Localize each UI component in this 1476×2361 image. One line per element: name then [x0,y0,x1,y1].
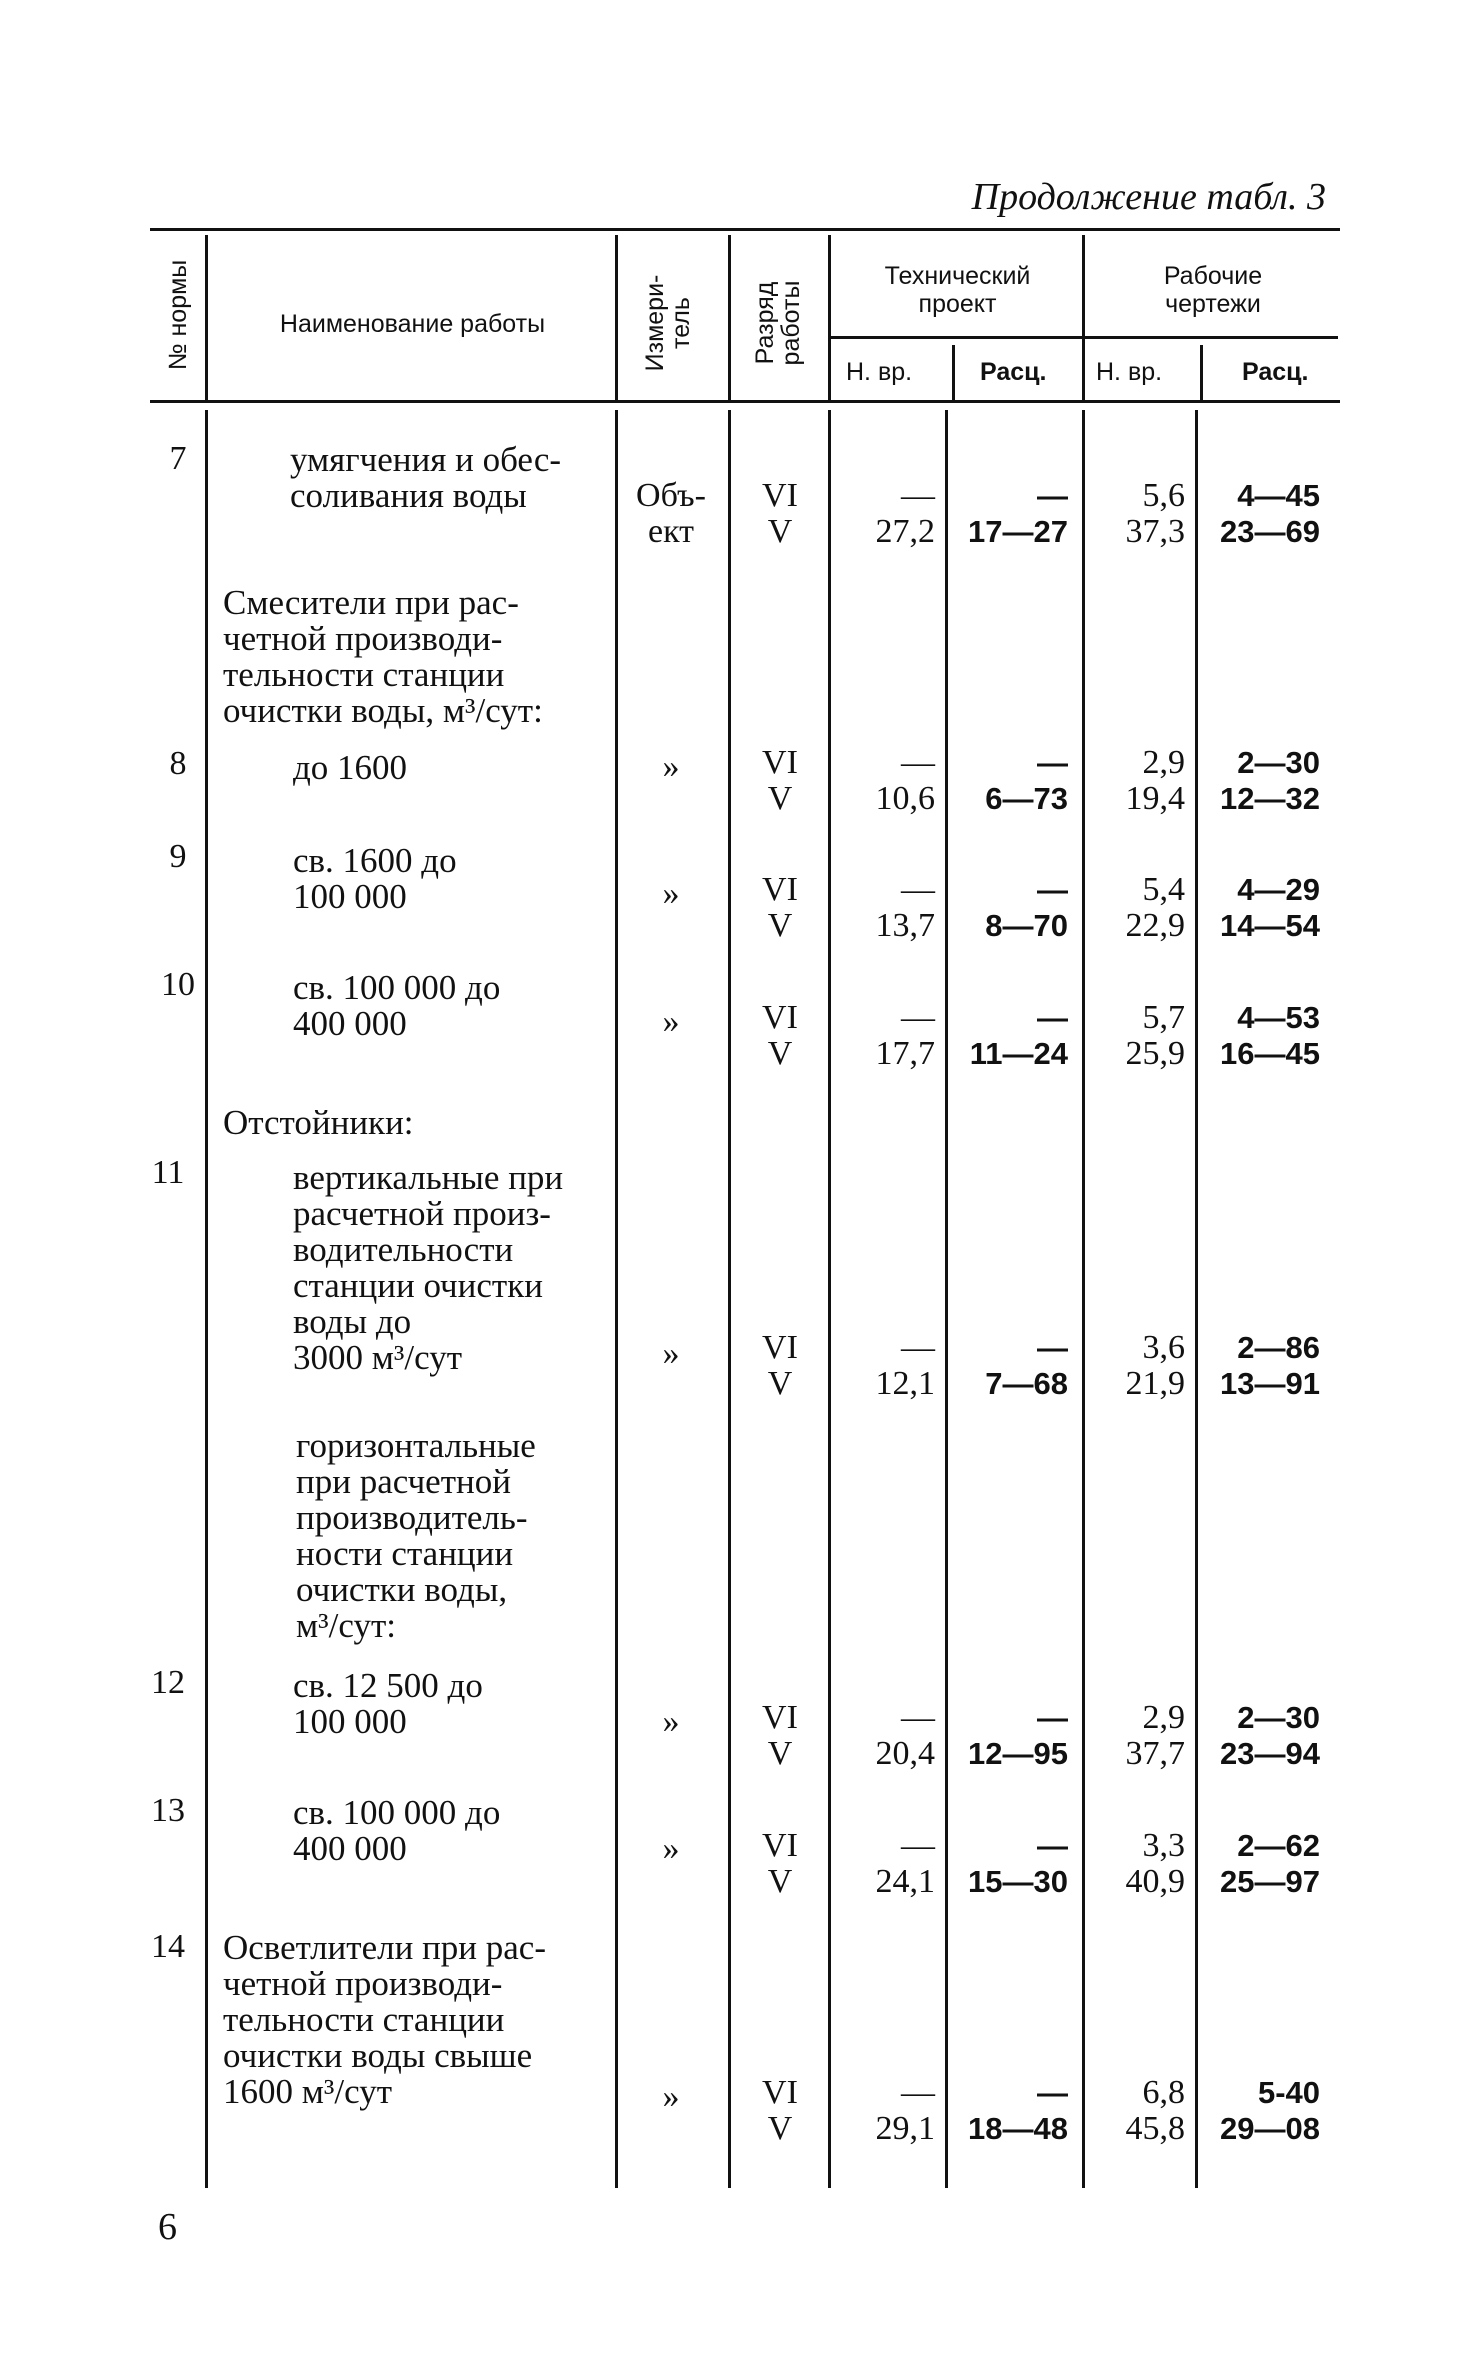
work-time-cell: 6,8 45,8 [1125,2074,1185,2147]
tech-time-cell: — 13,7 [875,871,935,944]
header-working-drawings: Рабочие чертежи [1163,262,1263,318]
tech-rate-cell: — 11—24 [969,1000,1068,1071]
unit-cell: » [662,2078,680,2115]
unit-cell: » [662,875,680,912]
work-name: до 1600 [293,748,408,787]
tech-rate-cell: — 7—68 [985,1330,1068,1401]
grade-cell: VI V [762,871,798,944]
unit-cell: » [662,1830,680,1867]
work-rate-cell: 2—62 25—97 [1220,1828,1320,1899]
tech-time-cell: — 10,6 [875,744,935,817]
work-name: Осветлители при рас- четной производи- тельности станции очистки воды свыше 1600 м³/сут [223,1928,546,2111]
tech-rate-cell: — 6—73 [985,745,1068,816]
tech-time-cell: — 17,7 [875,999,935,1072]
subsection-heading: горизонтальные при расчетной производитель- ности станции очистки воды, м³/сут: [296,1426,536,1645]
work-name: св. 100 000 до 400 000 [293,1793,501,1868]
work-time-cell: 3,6 21,9 [1125,1329,1185,1402]
work-name: умягчения и обес- соливания воды [290,440,562,515]
norm-number: 7 [169,440,187,477]
work-rate-cell: 2—86 13—91 [1220,1330,1320,1401]
unit-cell: » [662,748,680,785]
tech-time-cell: — 27,2 [875,477,935,550]
work-name: вертикальные при расчетной произ- водительности станции очистки воды до 3000 м³/сут [293,1158,564,1377]
norm-number: 13 [151,1792,185,1829]
table-caption: Продолжение табл. 3 [971,176,1326,218]
work-time-cell: 2,9 37,7 [1125,1699,1185,1772]
grade-cell: VI V [762,477,798,550]
body-col-divider [1195,410,1198,2188]
header-norm-number: № нормы [164,259,192,371]
work-name: св. 1600 до 100 000 [293,841,457,916]
unit-cell: » [662,1703,680,1740]
work-name: св. 12 500 до 100 000 [293,1666,483,1741]
unit-cell: Объ- ект [636,477,706,550]
header-tech-rate: Расц. [980,358,1047,386]
table-top-rule [150,228,1340,231]
tech-time-cell: — 24,1 [875,1827,935,1900]
work-rate-cell: 4—45 23—69 [1220,478,1320,549]
norm-number: 10 [161,966,195,1003]
body-col-divider [728,410,731,2188]
header-col-divider [205,235,208,402]
header-col-divider [615,235,618,402]
norm-number: 8 [169,745,187,782]
header-col-divider [1082,235,1085,402]
body-col-divider [828,410,831,2188]
header-grade: Разряд работы [751,280,805,366]
header-work-rate: Расц. [1242,358,1309,386]
grade-cell: VI V [762,744,798,817]
header-col-divider [1200,345,1203,402]
header-bottom-rule [150,400,1340,403]
norm-number: 12 [151,1664,185,1701]
work-time-cell: 5,4 22,9 [1125,871,1185,944]
tech-time-cell: — 20,4 [875,1699,935,1772]
header-col-divider [952,345,955,402]
body-col-divider [615,410,618,2188]
header-col-divider [728,235,731,402]
norm-number: 11 [151,1154,185,1191]
grade-cell: VI V [762,999,798,1072]
norm-number: 9 [169,838,187,875]
grade-cell: VI V [762,1329,798,1402]
tech-rate-cell: — 15—30 [968,1828,1068,1899]
norm-number: 14 [151,1928,185,1965]
header-col-divider [828,235,831,402]
work-time-cell: 5,7 25,9 [1125,999,1185,1072]
work-time-cell: 2,9 19,4 [1125,744,1185,817]
tech-rate-cell: — 17—27 [968,478,1068,549]
header-unit: Измери- тель [641,274,695,372]
work-rate-cell: 4—29 14—54 [1220,872,1320,943]
header-tech-project: Технический проект [884,262,1031,318]
work-rate-cell: 2—30 12—32 [1220,745,1320,816]
header-work-name: Наименование работы [279,310,546,338]
grade-cell: VI V [762,2074,798,2147]
body-col-divider [1082,410,1085,2188]
section-heading: Отстойники: [223,1103,414,1142]
work-rate-cell: 5-40 29—08 [1220,2075,1320,2146]
header-tech-time: Н. вр. [846,358,913,386]
tech-rate-cell: — 18—48 [968,2075,1068,2146]
work-rate-cell: 4—53 16—45 [1220,1000,1320,1071]
grade-cell: VI V [762,1699,798,1772]
page-number: 6 [158,2206,177,2248]
body-col-divider [945,410,948,2188]
work-time-cell: 3,3 40,9 [1125,1827,1185,1900]
unit-cell: » [662,1003,680,1040]
work-name: св. 100 000 до 400 000 [293,968,501,1043]
header-work-time: Н. вр. [1096,358,1163,386]
unit-cell: » [662,1335,680,1372]
section-heading: Смесители при рас- четной производи- тельности станции очистки воды, м³/сут: [223,583,543,730]
tech-rate-cell: — 8—70 [985,872,1068,943]
work-rate-cell: 2—30 23—94 [1220,1700,1320,1771]
tech-time-cell: — 12,1 [875,1329,935,1402]
work-time-cell: 5,6 37,3 [1125,477,1185,550]
grade-cell: VI V [762,1827,798,1900]
body-col-divider [205,410,208,2188]
tech-rate-cell: — 12—95 [968,1700,1068,1771]
tech-time-cell: — 29,1 [875,2074,935,2147]
